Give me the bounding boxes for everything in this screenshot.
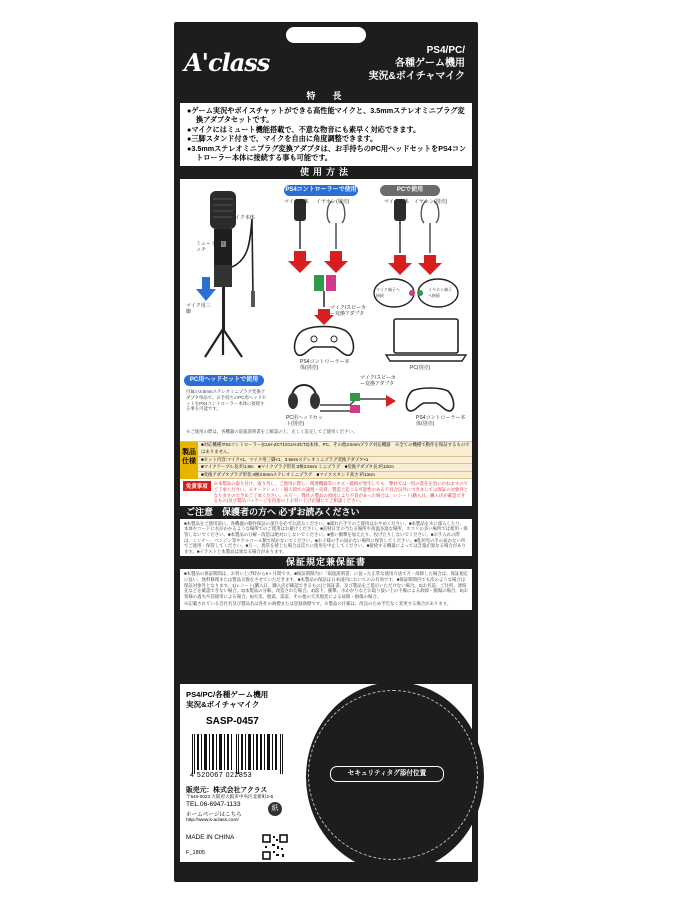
headset-usage-pill: PC用ヘッドセットで使用 [184, 375, 264, 386]
feature-item: ●マイクにはミュート機能搭載で、不意な物音にも素早く対応できます。 [187, 124, 421, 134]
caution-text: ■本製品をご使用前に、各機器の動作保証の項目を必ずお読みください。■濡れた手でのご使用はおやめください。■本製品を水に濡らしたり、本体やコードに水がかかるような場所でのご使用はお避けください。■直射日光の当たる場所や高温多湿な場所、ホコリの多い場所では使用・保管しないでください。■本製品の分解・改造は絶対にしないでください。■強い衝撃を加えたり、投げたりしないでください。■お手入れの際は、シンナー、ベンジン等やアルコール類で拭かないでください。■お子様の手の届かない場所に保管してください。■乳幼児の手の届かない所でご使用・保管してください。■万一、異常を感じた場合は直ちに使用を中止してください。■接続する機器によっては音量が異なる場合があります。■イラストと本製品は異なる場合があります。 [184, 520, 468, 554]
warranty-note: ※記載されている会社名及び製品名は各社の商標または登録商標です。※製品の仕様は、改良のため予告なく変更する場合があります。 [184, 601, 452, 607]
product-title-line: 各種ゲーム機用 [395, 58, 465, 69]
mic-body-label: マイク本体 [230, 215, 255, 222]
made-in: MADE IN CHINA [186, 834, 235, 841]
ps4-earphone-label: イヤホン(別売) [316, 199, 350, 206]
pc-label: PC(別売) [410, 365, 431, 372]
disclaimer [180, 479, 472, 505]
adapter-label: マイク/スピーカー変換アダプタ [330, 305, 366, 318]
adapter-label-2: マイク/スピーカー変換アダプタ [360, 375, 396, 388]
tripod-label: マイク用三脚 [186, 303, 211, 316]
product-title [368, 44, 465, 83]
product-title-line: 実況&ボイチャマイク [368, 71, 465, 82]
mute-switch-label: ミュートスイッチ [196, 241, 226, 254]
spec-row: ■対応機種:PS4コントローラー(CUH-ZCT1/CUH-ZCT2)本体、PC、その他3.5mmプラグ対応機器 ※全ての機種で動作を保証するものではありません。 [198, 442, 472, 456]
bottom-panel [180, 684, 472, 862]
features-heading: 特 長 [180, 90, 472, 103]
caution-heading: ご注意 保護者の方へ 必ずお読みください [180, 506, 472, 519]
usage-diagram [180, 179, 472, 437]
pc-usage-pill: PCで使用 [380, 185, 440, 196]
spec-row: ■マイクケーブル長:約1.8m ■マイクプラグ形状:3極3.5mm ミニプラグ ■変換アダプタ長:約13cm [198, 464, 472, 472]
footer-product-name [186, 690, 268, 710]
warranty-heading: 保証規定兼保証書 [180, 556, 472, 569]
feature-item: ●ゲーム実況やボイスチャットができる高性能マイクと、3.5mmステレオミニプラグ変換アダプタセットです。 [187, 106, 465, 125]
telephone: TEL.06-6947-1133 [186, 801, 241, 808]
usage-heading: 使用方法 [180, 166, 472, 179]
features-list [180, 103, 472, 166]
footer-product-name-line: PS4/PC/各種ゲーム機用 [186, 690, 269, 699]
ps4-mic-label: マイク本体 [284, 199, 309, 206]
hang-hole [286, 27, 366, 43]
brand-logo: A'class [184, 48, 270, 77]
mic-jack-label: マイク端子へ接続 [376, 287, 400, 299]
pc-earphone-label: イヤホン(別売) [414, 199, 448, 206]
disclaimer-text: ※本製品の取り付け、取り外し、ご使用に際し、関連機器等にキズ・破損が発生しても、弊社では一切の責任を負いかねますのでご了承ください。※オークション・個人間での譲渡・売買、製造上起こる可能性のある不具合以外につきましては保証の対象外となりますので予めご了承ください。※万一、弊社の製品の原因により不良があった場合は、レシート(購入日、購入店が確認できるもの)及び製品パッケージを持参の上お買い上げ店舗にてご相談ください。 [213, 481, 469, 504]
footer-product-name-line: 実況&ボイチャマイク [186, 700, 260, 709]
disclaimer-label: 免責事項 [183, 481, 211, 491]
model-number: SASP-0457 [206, 716, 259, 727]
seller: 販売元：株式会社アクラス [186, 787, 268, 794]
ps4-usage-pill: PS4コントローラーで使用 [284, 185, 358, 196]
address: 〒540-0023 大阪府大阪市中央区北新町2-6 [186, 794, 274, 799]
info-panel [180, 90, 472, 610]
pc-mic-label: マイク本体 [384, 199, 409, 206]
paper-recycle-mark: 紙 [268, 802, 282, 816]
spec-label: 製品仕様 [180, 442, 198, 479]
barcode-number: 4 520067 022853 [190, 772, 252, 779]
ps4-controller-label: PS4コントローラー本体(別売) [300, 359, 350, 372]
product-title-line: PS4/PC/ [426, 45, 465, 56]
spec-row: ■変換アダプタプラグ形状:4極3.5mmステレオミニプラグ ■マイクスタンド高さ:約13cm [198, 472, 472, 480]
feature-item: ●三脚スタンド付きで、マイクを自由に角度調整できます。 [187, 134, 378, 144]
headset-description: 付属の3.5mmステレオミニプラグ変換アダプタ単品で、お手持ちのPC用ヘッドセットをPS4コントローラー本体に接続する事も可能です。 [186, 389, 267, 412]
ps4-controller-label-2: PS4コントローラー本体(別売) [416, 415, 466, 428]
lot-code: F_1805 [186, 850, 205, 856]
spec-row: ■セット内容:マイク×1、マイク用三脚×1、3.5mmステレオミニプラグ変換アダプタ×1 [198, 457, 472, 465]
earphone-jack-label: イヤホン端子へ接続 [428, 287, 452, 299]
qr-code [262, 834, 288, 860]
security-tag-label: セキュリティタグ添付位置 [330, 766, 444, 782]
homepage-url: http://www.k-aclass.com/ [186, 818, 239, 823]
usage-note: ※ご使用の際は、各機器の取扱説明書をご確認の上、正しく設定してご使用ください。 [186, 429, 358, 435]
homepage-label: ホームページはこちら [186, 812, 242, 818]
feature-item: ●3.5mmステレオミニプラグ変換アダプタは、お手持ちのPC用ヘッドセットをPS4コントローラー本体に接続する事も可能です。 [187, 143, 467, 163]
spec-rows [198, 442, 472, 479]
headset-label: PC用ヘッドセット(別売) [286, 415, 323, 428]
warranty-text: ■本製品の保証期間は、お買い上げ時から6ヶ月間です。■保証期間内に「取扱説明書」に従った正常な使用方法で万一故障した場合は、保証規定に従い、無料修理または製品交換をさせていただきます。■本製品の保証は日本国内においてのみ有効です。■保証期間内でも次のような場合は保証対象外となります。1)レシート(購入日、購入店が確認できるもの)と保証書、及び製品をご提示いただけない場合。2)お名前、ご住所、連絡先などを確認できない場合。3)本製品の分解、改造された場合。4)落下、衝撃、水かかりなどお取り扱い上の不備による故障・損傷の場合。5)お客様の過失や誤使用による場合。6)火災、地震、落雷、その他の天災地変による故障・損傷の場合。 [184, 571, 469, 599]
spec-table [180, 441, 472, 479]
